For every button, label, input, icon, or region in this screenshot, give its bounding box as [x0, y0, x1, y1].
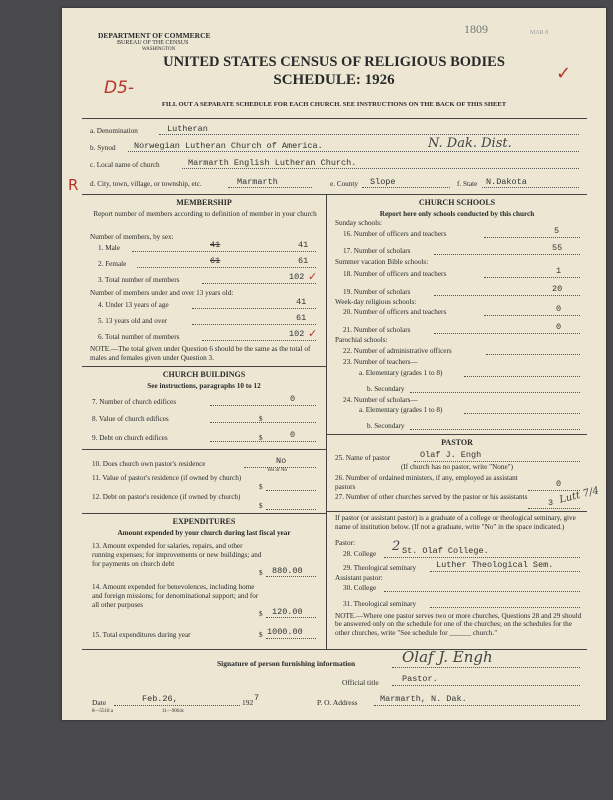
pastor-sub-label: Pastor:	[335, 539, 355, 547]
pastor-heading: PASTOR	[441, 438, 473, 447]
q28-value: St. Olaf College.	[402, 546, 489, 556]
expenditures-heading: EXPENDITURES	[172, 517, 236, 526]
q24b-label: b. Secondary	[367, 422, 405, 430]
q17-value: 55	[552, 243, 563, 253]
red-r-mark: R	[68, 176, 79, 194]
assistant-label: Assistant pastor:	[335, 574, 383, 582]
q19-value: 20	[552, 284, 563, 294]
q17-label: 17. Number of scholars	[343, 247, 411, 255]
denomination-label: a. Denomination	[90, 127, 138, 135]
received-stamp: MAR 8	[530, 30, 549, 36]
q12-label: 12. Debt on pastor's residence (if owned by church)	[92, 493, 241, 501]
q1-crossed: 41	[210, 240, 221, 250]
q25-value: Olaf J. Engh	[420, 450, 482, 460]
q5-label: 5. 13 years old and over	[98, 317, 168, 325]
q6-label: 6. Total number of members	[98, 333, 180, 341]
synod-label: b. Synod	[90, 144, 116, 152]
parochial-label: Parochial schools:	[335, 336, 388, 344]
bureau-label: BUREAU OF THE CENSUS	[117, 40, 189, 46]
church-name-value: Marmarth English Lutheran Church.	[188, 158, 357, 168]
q26-label: 26. Number of ordained ministers, if any, employed as assistant pastors	[335, 474, 518, 491]
q15-value: 1000.00	[267, 627, 303, 637]
q21-value: 0	[556, 322, 562, 332]
dollar-sign: $	[259, 631, 263, 639]
dollar-sign: $	[259, 483, 263, 491]
q9-value: 0	[290, 430, 296, 440]
q19-label: 19. Number of scholars	[343, 288, 411, 296]
schools-heading: CHURCH SCHOOLS	[418, 198, 496, 207]
q25-label: 25. Name of pastor	[335, 454, 391, 462]
membership-heading: MEMBERSHIP	[176, 198, 232, 207]
q16-value: 5	[554, 226, 560, 236]
state-value: N.Dakota	[486, 177, 527, 187]
q27-value: 3	[548, 498, 554, 508]
q6-value: 102	[289, 329, 305, 339]
state-label: f. State	[457, 180, 478, 188]
q29-label: 29. Theological seminary	[343, 564, 417, 572]
weekday-label: Week-day religious schools:	[335, 298, 417, 306]
red-check-icon: ✓	[556, 63, 572, 84]
q10-label: 10. Does church own pastor's residence	[92, 460, 206, 468]
dollar-sign: $	[259, 502, 263, 510]
buildings-heading: CHURCH BUILDINGS	[162, 370, 246, 379]
schedule-title: SCHEDULE: 1926	[273, 72, 395, 88]
q20-value: 0	[556, 304, 562, 314]
q1-value: 41	[298, 240, 309, 250]
q31-label: 31. Theological seminary	[343, 600, 417, 608]
q15-label: 15. Total expenditures during year	[92, 631, 191, 639]
q4-value: 41	[296, 297, 307, 307]
dollar-sign: $	[259, 415, 263, 423]
county-label: e. County	[330, 180, 358, 188]
pastor-note: NOTE.—Where one pastor serves two or more churches, Questions 28 and 29 should be answered only on the schedule for one of the churches; on the schedules for the other churches, write "See schedule for ______ church."	[335, 612, 582, 637]
official-title-label: Official title	[342, 678, 379, 687]
official-title-value: Pastor.	[402, 674, 438, 684]
q22-label: 22. Number of administrative officers	[343, 347, 452, 355]
divider	[82, 118, 587, 119]
form-title: UNITED STATES CENSUS OF RELIGIOUS BODIES	[163, 54, 505, 70]
q27-label: 27. Number of other churches served by the pastor or his assistants	[335, 493, 528, 501]
census-schedule	[62, 8, 606, 720]
q4-label: 4. Under 13 years of age	[98, 301, 169, 309]
red-tick-icon: ✓	[308, 327, 318, 340]
q5-value: 61	[296, 313, 307, 323]
q3-value: 102	[289, 272, 305, 282]
synod-district-note: N. Dak. Dist.	[428, 136, 512, 151]
q27-handwritten-note: Lutt 7/4	[558, 485, 601, 506]
q3-label: 3. Total number of members	[98, 276, 180, 284]
membership-intro: Report number of members according to definition of member in your church	[93, 210, 317, 218]
red-tick-icon: ✓	[308, 270, 318, 283]
date-value: Feb.26,	[142, 694, 178, 704]
buildings-intro: See instructions, paragraphs 10 to 12	[147, 382, 261, 390]
church-name-label: c. Local name of church	[90, 161, 160, 169]
county-value: Slope	[370, 177, 396, 187]
print-code: 11—9064c	[162, 709, 185, 714]
year-prefix: 192	[242, 698, 254, 707]
q28-label: 28. College	[343, 550, 377, 558]
q23-label: 23. Number of teachers—	[343, 358, 418, 366]
q14-label: 14. Amount expended for benevolences, including home and foreign missions; for denominational support; and for all other purposes	[92, 583, 259, 609]
signature-value: Olaf J. Engh	[402, 648, 493, 666]
q18-value: 1	[556, 266, 562, 276]
dollar-sign: $	[259, 434, 263, 442]
q13-value: 880.00	[272, 566, 303, 576]
q8-label: 8. Value of church edifices	[92, 415, 169, 423]
q24-label: 24. Number of scholars—	[343, 396, 418, 404]
q18-label: 18. Number of officers and teachers	[343, 270, 447, 278]
q2-crossed: 61	[210, 256, 221, 266]
q30-label: 30. College	[343, 584, 377, 592]
graduate-note: If pastor (or assistant pastor) is a graduate of a college or theological seminary, give name of institution below. (If not a graduate, write "No" in the space indicated.)	[335, 514, 576, 531]
red-mark: D5-	[104, 78, 135, 98]
by-sex-label: Number of members, by sex:	[90, 233, 174, 241]
form-code: 8—5518 a	[92, 709, 113, 714]
city-field-value: Marmarth	[237, 177, 278, 187]
sunday-label: Sunday schools:	[335, 219, 382, 227]
q2-label: 2. Female	[98, 260, 127, 268]
dollar-sign: $	[259, 610, 263, 618]
summer-label: Summer vacation Bible schools:	[335, 258, 429, 266]
q29-value: Luther Theological Sem.	[436, 560, 554, 570]
q13-label: 13. Amount expended for salaries, repairs, and other running expenses; for improvements or new buildings; and for payments on church debt	[92, 542, 262, 568]
instructions-line: FILL OUT A SEPARATE SCHEDULE FOR EACH CHURCH. SEE INSTRUCTIONS ON THE BACK OF THIS SHEET	[161, 101, 507, 108]
q23a-label: a. Elementary (grades 1 to 8)	[359, 369, 443, 377]
q1-label: 1. Male	[98, 244, 120, 252]
dollar-sign: $	[259, 569, 263, 577]
column-divider	[326, 194, 327, 649]
yes-no-hint: Yes or No	[267, 468, 288, 473]
q14-value: 120.00	[272, 607, 303, 617]
denomination-value: Lutheran	[167, 124, 208, 134]
department-label: DEPARTMENT OF COMMERCE	[98, 31, 211, 40]
city-label: WASHINGTON	[142, 47, 176, 52]
q11-label: 11. Value of pastor's residence (if owned by church)	[92, 474, 242, 482]
q28-handwritten-mark: 2	[392, 539, 401, 554]
q25-note: (If church has no pastor, write "None")	[401, 463, 513, 471]
q7-label: 7. Number of church edifices	[92, 398, 177, 406]
q24a-label: a. Elementary (grades 1 to 8)	[359, 406, 443, 414]
q9-label: 9. Debt on church edifices	[92, 434, 168, 442]
form-number: 1809	[464, 22, 488, 36]
by-age-label: Number of members under and over 13 years old:	[90, 289, 234, 297]
date-label: Date	[92, 698, 107, 707]
year-suffix: 7	[254, 693, 260, 703]
q10-value: No	[276, 456, 287, 466]
address-label: P. O. Address	[317, 698, 358, 707]
q23b-label: b. Secondary	[367, 385, 405, 393]
q21-label: 21. Number of scholars	[343, 326, 411, 334]
expenditures-intro: Amount expended by your church during last fiscal year	[117, 529, 291, 537]
q7-value: 0	[290, 394, 296, 404]
address-value: Marmarth, N. Dak.	[380, 694, 467, 704]
schools-intro: Report here only schools conducted by this church	[379, 210, 535, 218]
q16-label: 16. Number of officers and teachers	[343, 230, 447, 238]
city-field-label: d. City, town, village, or township, etc.	[90, 180, 202, 188]
q2-value: 61	[298, 256, 309, 266]
q26-value: 0	[556, 479, 562, 489]
signature-label: Signature of person furnishing information	[217, 659, 356, 668]
q20-label: 20. Number of officers and teachers	[343, 308, 447, 316]
synod-value: Norwegian Lutheran Church of America.	[134, 141, 323, 151]
membership-note: NOTE.—The total given under Question 6 should be the same as the total of males and females given under Question 3.	[90, 345, 311, 362]
